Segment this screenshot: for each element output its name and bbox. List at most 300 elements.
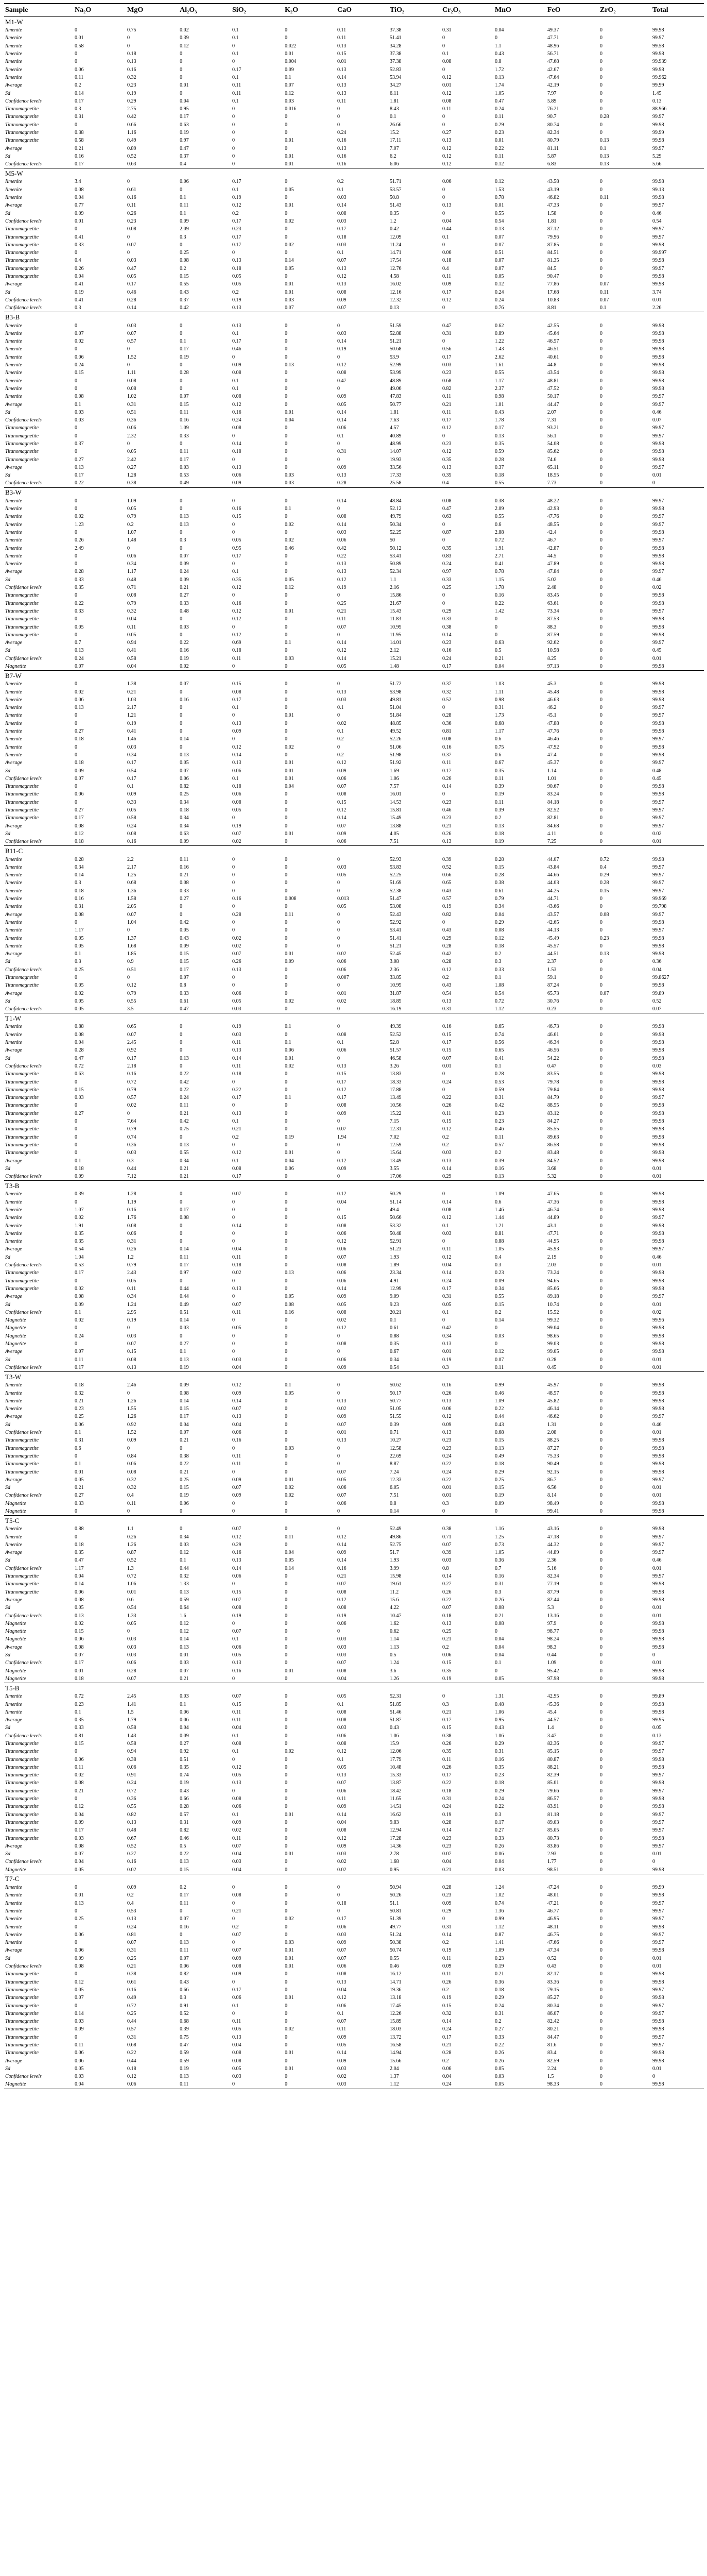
oxide-value-cell: 82.44: [547, 1597, 559, 1603]
oxide-value-cell: 0.02: [75, 1620, 84, 1626]
mineral-type-cell: Sd: [5, 472, 10, 479]
oxide-value-cell: 81.35: [547, 258, 559, 264]
oxide-value-cell: 0.28: [127, 297, 136, 303]
oxide-value-cell: 50.68: [390, 346, 402, 352]
oxide-value-cell: 87.79: [547, 1589, 559, 1595]
oxide-value-cell: 0.06: [180, 179, 189, 185]
oxide-value-cell: 0.19: [442, 1947, 452, 1954]
oxide-value-cell: 45.49: [547, 935, 559, 941]
oxide-value-cell: 0: [285, 1693, 287, 1700]
oxide-value-cell: 0.06: [337, 1485, 347, 1491]
oxide-value-cell: 0.11: [442, 1955, 452, 1961]
oxide-value-cell: 0: [600, 385, 602, 392]
oxide-value-cell: 0.43: [442, 888, 452, 894]
oxide-value-cell: 0.47: [442, 323, 452, 329]
oxide-value-cell: 51.21: [390, 338, 402, 345]
table-row: [4, 393, 704, 400]
oxide-value-cell: 87.59: [547, 632, 559, 638]
oxide-value-cell: 0.03: [127, 258, 136, 264]
oxide-value-cell: 0.19: [442, 1675, 452, 1682]
oxide-value-cell: 98.3: [547, 1644, 557, 1650]
mineral-type-cell: Ilmenite: [5, 1885, 22, 1891]
oxide-value-cell: 0.14: [337, 417, 347, 423]
oxide-value-cell: 0.31: [495, 1749, 504, 1755]
oxide-value-cell: 0.28: [75, 1047, 84, 1054]
oxide-value-cell: 0.25: [75, 1916, 84, 1922]
oxide-value-cell: 0: [600, 1605, 602, 1611]
table-row: [4, 1062, 704, 1070]
oxide-value-cell: 1.91: [75, 1223, 84, 1229]
oxide-value-cell: 83.24: [547, 791, 559, 798]
oxide-value-cell: 0.29: [232, 1541, 242, 1548]
table-row: [4, 1659, 704, 1667]
oxide-value-cell: 13.16: [547, 1613, 559, 1619]
oxide-value-cell: 0.17: [442, 2034, 452, 2040]
oxide-value-cell: 0.01: [285, 608, 294, 614]
oxide-value-cell: 0.03: [337, 529, 347, 535]
oxide-value-cell: 0.1: [232, 1811, 239, 1818]
oxide-value-cell: 0.1: [600, 145, 607, 151]
oxide-value-cell: 12.26: [390, 2010, 402, 2016]
oxide-value-cell: 0.01: [285, 1668, 294, 1674]
oxide-value-cell: 0: [285, 1325, 287, 1331]
oxide-value-cell: 0: [232, 1079, 235, 1085]
oxide-value-cell: 0.55: [495, 1294, 504, 1300]
table-row: [4, 974, 704, 981]
oxide-value-cell: 0.07: [337, 823, 347, 829]
oxide-value-cell: 0.11: [442, 760, 452, 766]
oxide-value-cell: 51.43: [390, 202, 402, 209]
oxide-value-cell: 0.01: [652, 472, 662, 479]
oxide-value-cell: 0.63: [75, 1071, 84, 1077]
oxide-value-cell: 0: [285, 569, 287, 575]
oxide-value-cell: 0.04: [75, 1859, 84, 1865]
sample-group-row: [4, 1516, 704, 1526]
oxide-value-cell: 0: [75, 378, 77, 384]
mineral-type-cell: Average: [5, 1294, 22, 1300]
oxide-value-cell: 3.08: [390, 959, 399, 965]
sample-group-row: [4, 1874, 704, 1884]
oxide-value-cell: 0.31: [127, 2034, 136, 2040]
mineral-type-cell: Ilmenite: [5, 521, 22, 528]
oxide-value-cell: 0.07: [337, 1126, 347, 1132]
oxide-value-cell: 0: [285, 234, 287, 240]
oxide-value-cell: 99.98: [652, 2026, 664, 2032]
oxide-value-cell: 0: [600, 1668, 602, 1674]
oxide-value-cell: 0.44: [495, 1414, 504, 1420]
oxide-value-cell: 82.36: [547, 1741, 559, 1747]
oxide-value-cell: 0.47: [127, 265, 136, 272]
oxide-value-cell: 17.88: [390, 1087, 402, 1093]
oxide-value-cell: 0.29: [495, 1788, 504, 1794]
oxide-value-cell: 0.03: [285, 297, 294, 303]
oxide-value-cell: 0: [285, 1772, 287, 1778]
oxide-value-cell: 1.03: [495, 681, 504, 687]
oxide-value-cell: 0.1: [75, 401, 81, 408]
oxide-value-cell: 0.33: [180, 433, 189, 439]
oxide-value-cell: 0.07: [337, 1421, 347, 1428]
table-row: [4, 2010, 704, 2018]
oxide-value-cell: 56.71: [547, 51, 559, 57]
oxide-value-cell: 50.77: [390, 401, 402, 408]
oxide-value-cell: 0.1: [75, 1309, 81, 1315]
oxide-value-cell: 99.97: [652, 1931, 664, 1938]
table-row: [4, 903, 704, 910]
oxide-value-cell: 0.23: [127, 218, 136, 224]
oxide-value-cell: 0: [600, 1199, 602, 1205]
mineral-type-cell: Ilmenite: [5, 346, 22, 352]
oxide-value-cell: 45.1: [547, 713, 557, 719]
oxide-value-cell: 99.95: [652, 1717, 664, 1723]
oxide-value-cell: 0.21: [180, 1110, 189, 1116]
oxide-value-cell: 0.21: [442, 401, 452, 408]
mineral-type-cell: Average: [5, 1158, 22, 1164]
oxide-value-cell: 0.09: [232, 1493, 242, 1499]
table-row: [4, 1389, 704, 1397]
oxide-value-cell: 0.34: [127, 1294, 136, 1300]
table-row: [4, 1300, 704, 1308]
oxide-value-cell: 0: [285, 456, 287, 463]
oxide-value-cell: 0.17: [180, 967, 189, 973]
oxide-value-cell: 52.52: [390, 1031, 402, 1038]
oxide-value-cell: 0: [285, 1437, 287, 1444]
oxide-value-cell: 0.13: [337, 1772, 347, 1778]
oxide-value-cell: 45.4: [547, 1709, 557, 1715]
oxide-value-cell: 0.06: [337, 1047, 347, 1054]
oxide-value-cell: 0.13: [180, 1859, 189, 1865]
oxide-value-cell: 16.02: [390, 281, 402, 287]
oxide-value-cell: 0.13: [232, 1660, 242, 1666]
oxide-value-cell: 1.94: [337, 1134, 347, 1140]
oxide-value-cell: 0: [232, 872, 235, 878]
oxide-value-cell: 0.72: [127, 2003, 136, 2009]
oxide-value-cell: 1.31: [495, 1693, 504, 1700]
table-row: [4, 767, 704, 774]
oxide-value-cell: 15.86: [390, 592, 402, 599]
oxide-value-cell: 0.17: [75, 1364, 84, 1370]
oxide-value-cell: 52.12: [390, 506, 402, 512]
oxide-value-cell: 13.83: [390, 1071, 402, 1077]
oxide-value-cell: 1.17: [495, 728, 504, 735]
oxide-value-cell: 0.12: [337, 1835, 347, 1841]
oxide-value-cell: 0.23: [442, 1445, 452, 1451]
table-row: [4, 1133, 704, 1141]
oxide-value-cell: 45.97: [547, 1382, 559, 1388]
oxide-value-cell: 0.01: [337, 990, 347, 996]
oxide-value-cell: 0.17: [127, 281, 136, 287]
mineral-type-cell: Ilmenite: [5, 864, 22, 870]
oxide-value-cell: 0.2: [442, 974, 449, 980]
mineral-type-cell: Titanomagnetite: [5, 784, 39, 790]
oxide-value-cell: 99.98: [652, 1500, 664, 1506]
oxide-value-cell: 0.31: [442, 1796, 452, 1802]
oxide-value-cell: 44.07: [547, 856, 559, 862]
oxide-value-cell: 98.65: [547, 1333, 559, 1339]
mineral-type-cell: Titanomagnetite: [5, 1835, 39, 1841]
table-row: [4, 910, 704, 918]
oxide-value-cell: 0.05: [495, 274, 504, 280]
oxide-value-cell: 0: [600, 768, 602, 774]
oxide-value-cell: 0: [285, 1500, 287, 1506]
oxide-value-cell: 0.09: [232, 1955, 242, 1961]
oxide-value-cell: 0.16: [180, 1924, 189, 1930]
oxide-value-cell: 0.01: [442, 1349, 452, 1355]
oxide-value-cell: 0: [285, 1285, 287, 1292]
oxide-value-cell: 0.07: [285, 82, 294, 89]
oxide-value-cell: 1.17: [127, 569, 136, 575]
oxide-value-cell: 12.32: [390, 297, 402, 303]
table-row: [4, 201, 704, 209]
table-row: [4, 1907, 704, 1915]
oxide-value-cell: 99.98: [652, 1126, 664, 1132]
oxide-value-cell: 0.01: [652, 655, 662, 662]
oxide-value-cell: 99.98: [652, 1780, 664, 1786]
mineral-type-cell: Confidence levels: [5, 1565, 42, 1571]
oxide-value-cell: 0: [600, 1885, 602, 1891]
table-row: [4, 806, 704, 814]
oxide-value-cell: 0.07: [75, 330, 84, 336]
oxide-value-cell: 0: [600, 1851, 602, 1857]
oxide-value-cell: 0: [600, 51, 602, 57]
oxide-value-cell: 0: [495, 624, 497, 630]
oxide-value-cell: 0.16: [180, 648, 189, 654]
oxide-value-cell: 0.2: [442, 1644, 449, 1650]
oxide-value-cell: 1.61: [495, 362, 504, 368]
oxide-value-cell: 0: [600, 959, 602, 965]
oxide-value-cell: 0.11: [495, 775, 504, 782]
oxide-value-cell: 0.02: [232, 839, 242, 845]
oxide-value-cell: 0: [600, 74, 602, 80]
oxide-value-cell: 0.08: [75, 1843, 84, 1849]
oxide-value-cell: 0.16: [127, 195, 136, 201]
oxide-value-cell: 0.04: [652, 967, 662, 973]
oxide-value-cell: 2.78: [390, 1851, 399, 1857]
oxide-value-cell: 0: [600, 1979, 602, 1985]
oxide-value-cell: 0.13: [337, 265, 347, 272]
oxide-value-cell: 14.01: [390, 640, 402, 646]
oxide-value-cell: 90.47: [547, 274, 559, 280]
oxide-value-cell: 99.97: [652, 2034, 664, 2040]
oxide-value-cell: 0: [285, 705, 287, 711]
oxide-value-cell: 99.98: [652, 1142, 664, 1148]
oxide-value-cell: 0: [337, 1885, 340, 1891]
oxide-value-cell: 0: [600, 608, 602, 614]
oxide-value-cell: 0: [442, 195, 445, 201]
oxide-value-cell: 0: [600, 616, 602, 622]
header-feo: FeO: [546, 4, 599, 17]
oxide-value-cell: 99.05: [547, 1349, 559, 1355]
table-row: [4, 1023, 704, 1030]
oxide-value-cell: 0.22: [180, 640, 189, 646]
oxide-value-cell: 0: [600, 1095, 602, 1101]
oxide-value-cell: 0.02: [127, 1103, 136, 1109]
oxide-value-cell: 1.72: [495, 66, 504, 73]
header-cr2o3: Cr₂O₃: [441, 4, 494, 17]
oxide-value-cell: 0: [600, 464, 602, 470]
oxide-value-cell: 0.06: [75, 1947, 84, 1954]
table-row: [4, 137, 704, 144]
oxide-value-cell: 0.05: [337, 664, 347, 669]
oxide-value-cell: 0.31: [442, 27, 452, 33]
oxide-value-cell: 0.28: [547, 1357, 557, 1363]
oxide-value-cell: 0.61: [495, 888, 504, 894]
oxide-value-cell: 0.24: [337, 130, 347, 135]
oxide-value-cell: 33.85: [390, 974, 402, 980]
oxide-value-cell: 0.05: [337, 1764, 347, 1770]
oxide-value-cell: 1.52: [127, 354, 136, 360]
oxide-value-cell: 0.1: [232, 74, 239, 80]
oxide-value-cell: 17.28: [390, 1835, 402, 1841]
oxide-value-cell: 0.55: [127, 998, 136, 1004]
oxide-value-cell: 0: [600, 1717, 602, 1723]
oxide-value-cell: 99.98: [652, 1087, 664, 1093]
oxide-value-cell: 0.06: [337, 1788, 347, 1794]
mineral-type-cell: Titanomagnetite: [5, 815, 39, 821]
header-mgo: MgO: [126, 4, 179, 17]
oxide-value-cell: 0: [600, 1827, 602, 1834]
oxide-value-cell: 0: [232, 1979, 235, 1985]
oxide-value-cell: 83.48: [547, 1150, 559, 1156]
oxide-value-cell: 0.07: [75, 1652, 84, 1658]
oxide-value-cell: 0.08: [232, 2058, 242, 2064]
oxide-value-cell: 0: [600, 1644, 602, 1650]
mineral-type-cell: Average: [5, 401, 22, 408]
oxide-value-cell: 65.11: [547, 464, 559, 470]
mineral-type-cell: Titanomagnetite: [5, 106, 39, 112]
oxide-value-cell: 0: [75, 713, 77, 719]
oxide-value-cell: 0.55: [495, 480, 504, 486]
oxide-value-cell: 0.15: [75, 370, 84, 376]
oxide-value-cell: 0.28: [75, 856, 84, 862]
oxide-value-cell: 0.63: [180, 831, 189, 837]
oxide-value-cell: 0.06: [232, 990, 242, 996]
oxide-value-cell: 51.71: [390, 179, 402, 185]
oxide-value-cell: 0.12: [337, 1995, 347, 2001]
oxide-value-cell: 1.19: [127, 1199, 136, 1205]
oxide-value-cell: 0: [285, 2003, 287, 2009]
oxide-value-cell: 0: [600, 1652, 602, 1658]
oxide-value-cell: 0.06: [337, 1278, 347, 1284]
oxide-value-cell: 0.52: [127, 153, 136, 159]
oxide-value-cell: 0.34: [180, 815, 189, 821]
oxide-value-cell: 0.06: [337, 775, 347, 782]
oxide-value-cell: 0.13: [442, 839, 452, 845]
oxide-value-cell: 0.53: [495, 1079, 504, 1085]
mineral-type-cell: Ilmenite: [5, 1230, 22, 1236]
oxide-value-cell: 0.02: [285, 2026, 294, 2032]
oxide-value-cell: 0.08: [337, 1827, 347, 1834]
oxide-value-cell: 0.22: [495, 2042, 504, 2048]
oxide-value-cell: 0.05: [232, 998, 242, 1004]
oxide-value-cell: 0.08: [495, 1605, 504, 1611]
table-row: [4, 345, 704, 353]
oxide-value-cell: 2.2: [127, 856, 134, 862]
oxide-value-cell: 0.28: [495, 856, 504, 862]
oxide-value-cell: 52.8: [390, 1040, 399, 1046]
oxide-value-cell: 0.18: [495, 943, 504, 949]
mineral-type-cell: Ilmenite: [5, 935, 22, 941]
oxide-value-cell: 85.27: [547, 1995, 559, 2001]
oxide-value-cell: 2.17: [127, 705, 136, 711]
oxide-value-cell: 47.65: [547, 1191, 559, 1197]
oxide-value-cell: 0: [442, 1087, 445, 1093]
oxide-value-cell: 0.01: [285, 760, 294, 766]
oxide-value-cell: 1.16: [127, 130, 136, 135]
oxide-value-cell: 0.13: [180, 1055, 189, 1061]
oxide-value-cell: 0.18: [442, 258, 452, 264]
oxide-value-cell: 0.17: [127, 760, 136, 766]
oxide-value-cell: 99.97: [652, 1550, 664, 1556]
mineral-type-cell: Titanomagnetite: [5, 1581, 39, 1587]
oxide-value-cell: 0: [442, 114, 445, 120]
oxide-value-cell: 0: [600, 1550, 602, 1556]
oxide-value-cell: 0: [285, 433, 287, 439]
oxide-value-cell: 0.37: [442, 681, 452, 687]
oxide-value-cell: 0.27: [180, 1341, 189, 1347]
oxide-value-cell: 0.8: [390, 1500, 396, 1506]
mineral-type-cell: Ilmenite: [5, 720, 22, 726]
oxide-value-cell: 99.97: [652, 569, 664, 575]
oxide-value-cell: 0.23: [442, 1437, 452, 1444]
oxide-value-cell: 0.61: [180, 998, 189, 1004]
oxide-value-cell: 0.43: [442, 982, 452, 989]
table-row: [4, 552, 704, 560]
oxide-value-cell: 0.13: [337, 1398, 347, 1404]
oxide-value-cell: 0.31: [75, 1437, 84, 1444]
oxide-value-cell: 0.21: [442, 1636, 452, 1642]
mineral-type-cell: Ilmenite: [5, 697, 22, 703]
mineral-type-cell: Ilmenite: [5, 506, 22, 512]
table-row: [4, 895, 704, 903]
oxide-value-cell: 1.33: [180, 1581, 189, 1587]
oxide-value-cell: 0.14: [75, 2010, 84, 2016]
oxide-value-cell: 0: [285, 2019, 287, 2025]
oxide-value-cell: 0.17: [75, 815, 84, 821]
table-row: [4, 1858, 704, 1866]
oxide-value-cell: 42.67: [547, 66, 559, 73]
mineral-type-cell: Average: [5, 569, 22, 575]
oxide-value-cell: 63.61: [547, 600, 559, 606]
oxide-value-cell: 0.15: [495, 864, 504, 870]
oxide-value-cell: 0.07: [495, 1357, 504, 1363]
oxide-value-cell: 0: [285, 1414, 287, 1420]
oxide-value-cell: 0.12: [337, 274, 347, 280]
oxide-value-cell: 0: [600, 632, 602, 638]
oxide-value-cell: 0.14: [442, 1270, 452, 1276]
oxide-value-cell: 17.06: [390, 1174, 402, 1180]
table-row: [4, 1198, 704, 1206]
oxide-value-cell: 0.33: [75, 577, 84, 583]
oxide-value-cell: 99.98: [652, 2019, 664, 2025]
oxide-value-cell: 0.82: [180, 1971, 189, 1977]
oxide-value-cell: 50.94: [390, 1885, 402, 1891]
table-row: [4, 160, 704, 168]
oxide-value-cell: 0.46: [442, 807, 452, 814]
oxide-value-cell: 0.67: [390, 1349, 399, 1355]
oxide-value-cell: 53.94: [390, 74, 402, 80]
oxide-value-cell: 0.06: [75, 1931, 84, 1938]
oxide-value-cell: 0.02: [337, 951, 347, 957]
oxide-value-cell: 0.05: [75, 624, 84, 630]
oxide-value-cell: 80.34: [547, 2003, 559, 2009]
oxide-value-cell: 21.67: [390, 600, 402, 606]
oxide-value-cell: 0.1: [337, 250, 344, 256]
oxide-value-cell: 0.28: [600, 114, 609, 120]
oxide-value-cell: 0: [75, 323, 77, 329]
oxide-value-cell: 0: [285, 1317, 287, 1324]
table-row: [4, 1165, 704, 1173]
oxide-value-cell: 0.35: [390, 1341, 399, 1347]
